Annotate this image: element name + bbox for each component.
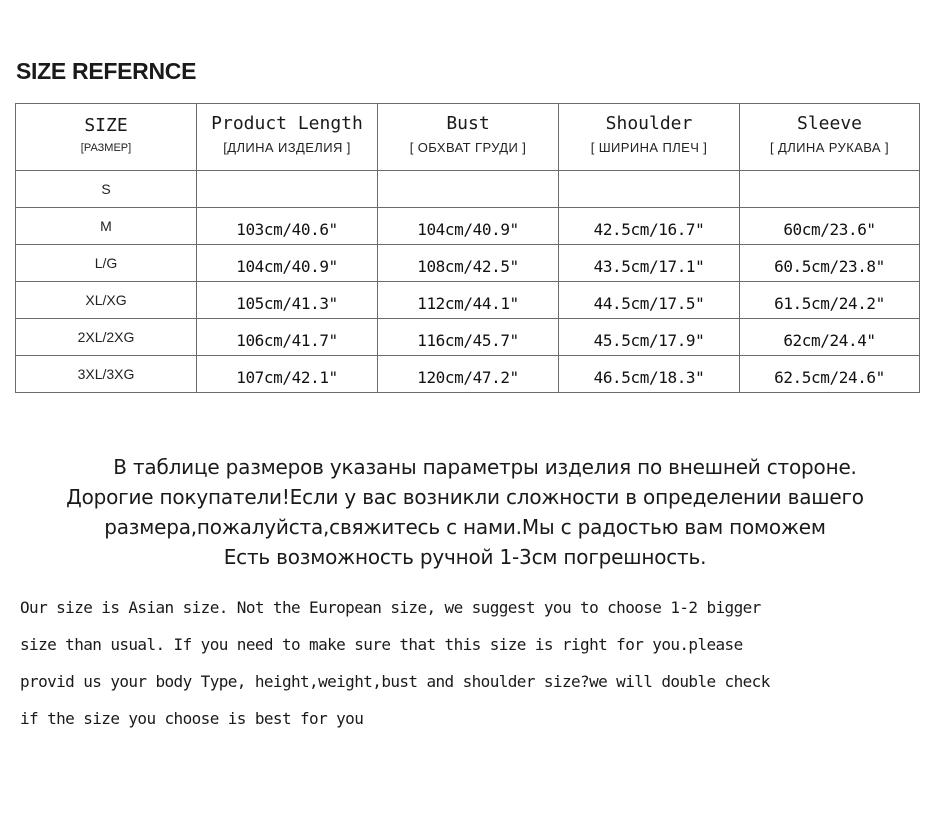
page-title: SIZE REFERNCE [16,58,197,84]
size-table [15,103,920,393]
table-row [16,171,920,208]
header-sleeve-label: Sleeve [796,113,863,134]
size-cell: L/G [16,245,197,282]
russian-note-line: В таблице размеров указаны параметры изделия по внешней стороне. [113,455,857,479]
length-cell [197,171,378,208]
bust-cell: 104cm/40.9" [378,208,559,245]
table-row [16,319,920,356]
length-cell: 106cm/41.7" [197,319,378,356]
shoulder-cell: 44.5cm/17.5" [559,282,740,319]
length-cell: 105cm/41.3" [197,282,378,319]
shoulder-cell: 43.5cm/17.1" [559,245,740,282]
size-cell: M [16,208,197,245]
english-note-line: size than usual. If you need to make sure that this size is right for you.please [20,635,743,654]
russian-note [0,452,930,572]
bust-cell: 120cm/47.2" [378,356,559,393]
shoulder-cell: 45.5cm/17.9" [559,319,740,356]
length-cell: 104cm/40.9" [197,245,378,282]
sleeve-cell: 61.5cm/24.2" [740,282,920,319]
english-note-line: provid us your body Type, height,weight,bust and shoulder size?we will double check [20,672,770,691]
header-size-label: SIZE [84,114,128,136]
bust-cell: 116cm/45.7" [378,319,559,356]
bust-cell: 112cm/44.1" [378,282,559,319]
size-cell: S [16,171,197,208]
table-header-row [16,104,920,171]
size-cell: XL/XG [16,282,197,319]
header-length [197,104,378,171]
size-cell: 2XL/2XG [16,319,197,356]
header-length-sublabel: [ДЛИНА ИЗДЕЛИЯ ] [223,140,351,155]
header-bust-label: Bust [446,113,490,134]
sleeve-cell: 62cm/24.4" [740,319,920,356]
russian-note-line: размера,пожалуйста,свяжитесь с нами.Мы с радостью вам поможем [104,515,826,539]
bust-cell [378,171,559,208]
table-row [16,356,920,393]
sleeve-cell [740,171,920,208]
shoulder-cell [559,171,740,208]
english-note-line: Our size is Asian size. Not the European size, we suggest you to choose 1-2 bigger [20,598,761,617]
header-sleeve [740,104,920,171]
header-length-label: Product Length [211,113,363,134]
bust-cell: 108cm/42.5" [378,245,559,282]
header-shoulder-sublabel: [ ШИРИНА ПЛЕЧ ] [590,140,708,155]
size-cell: 3XL/3XG [16,356,197,393]
header-bust-sublabel: [ ОБХВАТ ГРУДИ ] [409,140,527,155]
english-note-line: if the size you choose is best for you [20,709,364,728]
table-row [16,245,920,282]
sleeve-cell: 60cm/23.6" [740,208,920,245]
header-size-sublabel: [РАЗМЕР] [80,141,132,154]
english-note [20,589,920,737]
shoulder-cell: 46.5cm/18.3" [559,356,740,393]
header-size [16,104,197,171]
length-cell: 107cm/42.1" [197,356,378,393]
russian-note-line: Дорогие покупатели!Если у вас возникли сложности в определении вашего [66,485,864,509]
length-cell: 103cm/40.6" [197,208,378,245]
header-sleeve-sublabel: [ ДЛИНА РУКАВА ] [770,140,889,155]
header-shoulder-label: Shoulder [605,113,693,134]
header-bust [378,104,559,171]
table-row [16,282,920,319]
shoulder-cell: 42.5cm/16.7" [559,208,740,245]
sleeve-cell: 62.5cm/24.6" [740,356,920,393]
russian-note-line: Есть возможность ручной 1-3см погрешность. [223,545,707,569]
table-row [16,208,920,245]
header-shoulder [559,104,740,171]
sleeve-cell: 60.5cm/23.8" [740,245,920,282]
